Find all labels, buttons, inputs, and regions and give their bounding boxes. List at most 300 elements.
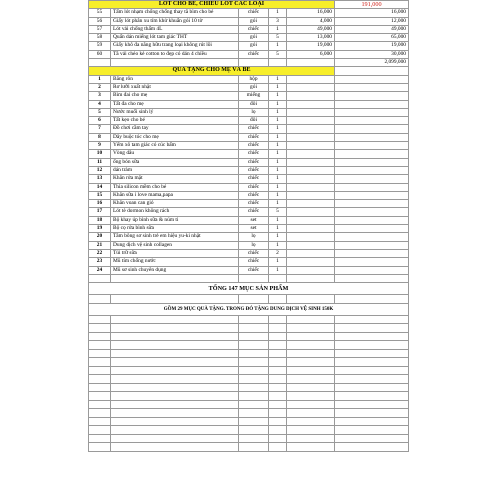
empty-cell[interactable] bbox=[269, 392, 287, 401]
empty-cell[interactable] bbox=[335, 183, 409, 191]
unit[interactable]: chiếc bbox=[239, 150, 269, 158]
row-number[interactable]: 10 bbox=[89, 150, 111, 158]
amount[interactable]: 30,000 bbox=[335, 50, 409, 58]
empty-cell[interactable] bbox=[287, 150, 335, 158]
empty-cell[interactable] bbox=[287, 383, 335, 392]
quantity[interactable]: 1 bbox=[269, 25, 287, 33]
empty-cell[interactable] bbox=[89, 417, 111, 426]
empty-cell[interactable] bbox=[335, 150, 409, 158]
empty-cell[interactable] bbox=[335, 383, 409, 392]
empty-cell[interactable] bbox=[335, 409, 409, 418]
quantity[interactable]: 1 bbox=[269, 200, 287, 208]
empty-cell[interactable] bbox=[89, 59, 111, 67]
empty-cell[interactable] bbox=[335, 324, 409, 333]
empty-cell[interactable] bbox=[111, 59, 239, 67]
empty-cell[interactable] bbox=[89, 358, 111, 367]
empty-cell[interactable] bbox=[287, 142, 335, 150]
empty-cell[interactable] bbox=[335, 191, 409, 199]
row-number[interactable]: 17 bbox=[89, 208, 111, 216]
unit[interactable]: gói bbox=[239, 42, 269, 50]
empty-cell[interactable] bbox=[335, 83, 409, 91]
gift-name[interactable]: Tăm bông sơ sinh trẻ em hiệu yu-ki nhật bbox=[111, 233, 239, 241]
row-number[interactable]: 16 bbox=[89, 200, 111, 208]
empty-cell[interactable] bbox=[111, 366, 239, 375]
unit[interactable]: chiếc bbox=[239, 133, 269, 141]
quantity[interactable]: 5 bbox=[269, 208, 287, 216]
empty-cell[interactable] bbox=[269, 383, 287, 392]
row-number[interactable]: 9 bbox=[89, 142, 111, 150]
row-number[interactable]: 4 bbox=[89, 100, 111, 108]
row-number[interactable]: 15 bbox=[89, 191, 111, 199]
empty-cell[interactable] bbox=[287, 375, 335, 384]
empty-cell[interactable] bbox=[335, 208, 409, 216]
gift-name[interactable]: Khăn voan can gió bbox=[111, 200, 239, 208]
unit[interactable]: chiếc bbox=[239, 9, 269, 17]
empty-cell[interactable] bbox=[287, 59, 335, 67]
empty-cell[interactable] bbox=[111, 443, 239, 452]
empty-cell[interactable] bbox=[111, 383, 239, 392]
gift-name[interactable]: Bìm đai cho mẹ bbox=[111, 92, 239, 100]
row-number[interactable]: 55 bbox=[89, 9, 111, 17]
section2-title[interactable]: QUÀ TẶNG CHO MẸ VÀ BÉ bbox=[89, 67, 335, 75]
gift-name[interactable]: Dung dịch vệ sinh collagen bbox=[111, 241, 239, 249]
gift-name[interactable]: Khăn rửa mặt bbox=[111, 175, 239, 183]
quantity[interactable]: 1 bbox=[269, 266, 287, 274]
empty-cell[interactable] bbox=[287, 133, 335, 141]
empty-cell[interactable] bbox=[239, 332, 269, 341]
unit-price[interactable]: 19,000 bbox=[287, 42, 335, 50]
empty-cell[interactable] bbox=[111, 409, 239, 418]
summary-note[interactable]: GỒM 29 MỤC QUÀ TẶNG. TRONG ĐÓ TẶNG DUNG DỊCH VỆ SINH 150K bbox=[89, 303, 409, 315]
gift-name[interactable]: Bộ khay úp bình sữa & núm ti bbox=[111, 216, 239, 224]
empty-cell[interactable] bbox=[89, 383, 111, 392]
empty-cell[interactable] bbox=[287, 434, 335, 443]
row-number[interactable]: 56 bbox=[89, 17, 111, 25]
empty-cell[interactable] bbox=[335, 375, 409, 384]
unit[interactable]: hộp bbox=[239, 75, 269, 83]
row-number[interactable]: 23 bbox=[89, 258, 111, 266]
quantity[interactable]: 1 bbox=[269, 158, 287, 166]
empty-cell[interactable] bbox=[269, 375, 287, 384]
empty-cell[interactable] bbox=[335, 315, 409, 324]
amount[interactable]: 12,000 bbox=[335, 17, 409, 25]
row-number[interactable]: 24 bbox=[89, 266, 111, 274]
section1-total[interactable]: 191,000 bbox=[335, 1, 409, 9]
unit[interactable]: chiếc bbox=[239, 50, 269, 58]
row-number[interactable]: 3 bbox=[89, 92, 111, 100]
empty-cell[interactable] bbox=[269, 59, 287, 67]
empty-cell[interactable] bbox=[335, 400, 409, 409]
empty-cell[interactable] bbox=[89, 409, 111, 418]
empty-cell[interactable] bbox=[287, 191, 335, 199]
empty-cell[interactable] bbox=[335, 241, 409, 249]
gift-name[interactable]: Tất kẹo cho bé bbox=[111, 117, 239, 125]
empty-cell[interactable] bbox=[287, 366, 335, 375]
empty-cell[interactable] bbox=[269, 315, 287, 324]
empty-cell[interactable] bbox=[335, 266, 409, 274]
empty-cell[interactable] bbox=[335, 366, 409, 375]
row-number[interactable]: 60 bbox=[89, 50, 111, 58]
empty-cell[interactable] bbox=[89, 274, 111, 283]
unit[interactable]: chiếc bbox=[239, 208, 269, 216]
empty-cell[interactable] bbox=[111, 295, 239, 304]
quantity[interactable]: 5 bbox=[269, 34, 287, 42]
product-name[interactable]: Lót vải chống thấm 4L bbox=[111, 25, 239, 33]
gift-name[interactable]: Rơ lưỡi xuất nhật bbox=[111, 83, 239, 91]
empty-cell[interactable] bbox=[287, 225, 335, 233]
row-number[interactable]: 14 bbox=[89, 183, 111, 191]
unit[interactable]: set bbox=[239, 225, 269, 233]
empty-cell[interactable] bbox=[269, 332, 287, 341]
quantity[interactable]: 1 bbox=[269, 83, 287, 91]
row-number[interactable]: 21 bbox=[89, 241, 111, 249]
empty-cell[interactable] bbox=[239, 295, 269, 304]
unit-price[interactable]: 13,000 bbox=[287, 34, 335, 42]
empty-cell[interactable] bbox=[269, 358, 287, 367]
gift-name[interactable]: Khăn sữa i love mama,papa bbox=[111, 191, 239, 199]
empty-cell[interactable] bbox=[269, 426, 287, 435]
empty-cell[interactable] bbox=[335, 216, 409, 224]
empty-cell[interactable] bbox=[287, 200, 335, 208]
row-number[interactable]: 57 bbox=[89, 25, 111, 33]
empty-cell[interactable] bbox=[239, 366, 269, 375]
empty-cell[interactable] bbox=[287, 100, 335, 108]
empty-cell[interactable] bbox=[335, 233, 409, 241]
empty-cell[interactable] bbox=[89, 434, 111, 443]
empty-cell[interactable] bbox=[287, 216, 335, 224]
quantity[interactable]: 1 bbox=[269, 108, 287, 116]
empty-cell[interactable] bbox=[335, 392, 409, 401]
empty-cell[interactable] bbox=[287, 166, 335, 174]
empty-cell[interactable] bbox=[239, 358, 269, 367]
empty-cell[interactable] bbox=[269, 366, 287, 375]
empty-cell[interactable] bbox=[239, 392, 269, 401]
empty-cell[interactable] bbox=[239, 426, 269, 435]
empty-cell[interactable] bbox=[287, 392, 335, 401]
empty-cell[interactable] bbox=[239, 443, 269, 452]
product-name[interactable]: Giấy khô đa năng hữu trang loại không rút lõi bbox=[111, 42, 239, 50]
empty-cell[interactable] bbox=[335, 175, 409, 183]
row-number[interactable]: 11 bbox=[89, 158, 111, 166]
empty-cell[interactable] bbox=[269, 434, 287, 443]
empty-cell[interactable] bbox=[89, 366, 111, 375]
empty-cell[interactable] bbox=[287, 295, 335, 304]
empty-cell[interactable] bbox=[89, 392, 111, 401]
empty-cell[interactable] bbox=[269, 295, 287, 304]
row-number[interactable]: 6 bbox=[89, 117, 111, 125]
empty-cell[interactable] bbox=[89, 332, 111, 341]
empty-cell[interactable] bbox=[287, 266, 335, 274]
empty-cell[interactable] bbox=[287, 358, 335, 367]
empty-cell[interactable] bbox=[335, 225, 409, 233]
row-number[interactable]: 19 bbox=[89, 225, 111, 233]
unit[interactable]: chiếc bbox=[239, 258, 269, 266]
empty-cell[interactable] bbox=[89, 443, 111, 452]
empty-cell[interactable] bbox=[335, 249, 409, 257]
empty-cell[interactable] bbox=[335, 166, 409, 174]
empty-cell[interactable] bbox=[89, 349, 111, 358]
amount[interactable]: 16,000 bbox=[335, 9, 409, 17]
product-name[interactable]: Tấm lót nhạm chống chống thay tã bìm cho bé bbox=[111, 9, 239, 17]
quantity[interactable]: 1 bbox=[269, 216, 287, 224]
unit[interactable]: chiếc bbox=[239, 166, 269, 174]
empty-cell[interactable] bbox=[287, 332, 335, 341]
empty-cell[interactable] bbox=[111, 315, 239, 324]
product-name[interactable]: Tã vải chéo kẻ cotton to đẹp có dán 4 chiều bbox=[111, 50, 239, 58]
gift-name[interactable]: Dây buộc tóc cho mẹ bbox=[111, 133, 239, 141]
unit[interactable]: set bbox=[239, 216, 269, 224]
empty-cell[interactable] bbox=[335, 332, 409, 341]
empty-cell[interactable] bbox=[89, 295, 111, 304]
empty-cell[interactable] bbox=[89, 324, 111, 333]
gift-name[interactable]: Túi trữ sữa bbox=[111, 249, 239, 257]
empty-cell[interactable] bbox=[335, 142, 409, 150]
unit[interactable]: miếng bbox=[239, 92, 269, 100]
gift-name[interactable]: Đồ chơi cầm tay bbox=[111, 125, 239, 133]
gift-name[interactable]: Tất đa cho mẹ bbox=[111, 100, 239, 108]
unit[interactable]: lọ bbox=[239, 241, 269, 249]
quantity[interactable]: 1 bbox=[269, 9, 287, 17]
empty-cell[interactable] bbox=[335, 67, 409, 75]
gift-name[interactable]: ống bón sữa bbox=[111, 158, 239, 166]
row-number[interactable]: 12 bbox=[89, 166, 111, 174]
empty-cell[interactable] bbox=[269, 324, 287, 333]
empty-cell[interactable] bbox=[111, 341, 239, 350]
quantity[interactable]: 1 bbox=[269, 233, 287, 241]
empty-cell[interactable] bbox=[335, 100, 409, 108]
unit[interactable]: chiếc bbox=[239, 175, 269, 183]
empty-cell[interactable] bbox=[287, 274, 335, 283]
unit[interactable]: gói bbox=[239, 17, 269, 25]
empty-cell[interactable] bbox=[287, 400, 335, 409]
empty-cell[interactable] bbox=[335, 117, 409, 125]
empty-cell[interactable] bbox=[335, 443, 409, 452]
unit[interactable]: gói bbox=[239, 83, 269, 91]
empty-cell[interactable] bbox=[239, 417, 269, 426]
empty-cell[interactable] bbox=[335, 258, 409, 266]
empty-cell[interactable] bbox=[287, 315, 335, 324]
empty-cell[interactable] bbox=[335, 158, 409, 166]
quantity[interactable]: 1 bbox=[269, 175, 287, 183]
unit[interactable]: lọ bbox=[239, 233, 269, 241]
quantity[interactable]: 1 bbox=[269, 191, 287, 199]
quantity[interactable]: 5 bbox=[269, 50, 287, 58]
quantity[interactable]: 1 bbox=[269, 92, 287, 100]
row-number[interactable]: 7 bbox=[89, 125, 111, 133]
gift-name[interactable]: dán tràm bbox=[111, 166, 239, 174]
empty-cell[interactable] bbox=[269, 409, 287, 418]
unit[interactable]: lọ bbox=[239, 108, 269, 116]
quantity[interactable]: 1 bbox=[269, 241, 287, 249]
empty-cell[interactable] bbox=[335, 349, 409, 358]
empty-cell[interactable] bbox=[335, 125, 409, 133]
empty-cell[interactable] bbox=[89, 426, 111, 435]
empty-cell[interactable] bbox=[239, 434, 269, 443]
product-name[interactable]: Giấy lót phân xu tím khử khuẩn gói 10 tờ bbox=[111, 17, 239, 25]
unit[interactable]: chiếc bbox=[239, 191, 269, 199]
quantity[interactable]: 1 bbox=[269, 125, 287, 133]
quantity[interactable]: 1 bbox=[269, 225, 287, 233]
unit[interactable]: chiếc bbox=[239, 183, 269, 191]
empty-cell[interactable] bbox=[287, 117, 335, 125]
empty-cell[interactable] bbox=[335, 200, 409, 208]
empty-cell[interactable] bbox=[287, 249, 335, 257]
quantity[interactable]: 1 bbox=[269, 142, 287, 150]
empty-cell[interactable] bbox=[111, 434, 239, 443]
row-number[interactable]: 5 bbox=[89, 108, 111, 116]
empty-cell[interactable] bbox=[269, 400, 287, 409]
empty-cell[interactable] bbox=[287, 158, 335, 166]
empty-cell[interactable] bbox=[287, 426, 335, 435]
empty-cell[interactable] bbox=[287, 233, 335, 241]
empty-cell[interactable] bbox=[335, 341, 409, 350]
empty-cell[interactable] bbox=[335, 426, 409, 435]
empty-cell[interactable] bbox=[89, 341, 111, 350]
quantity[interactable]: 1 bbox=[269, 183, 287, 191]
empty-cell[interactable] bbox=[287, 417, 335, 426]
empty-cell[interactable] bbox=[111, 332, 239, 341]
empty-cell[interactable] bbox=[111, 392, 239, 401]
empty-cell[interactable] bbox=[269, 417, 287, 426]
empty-cell[interactable] bbox=[287, 125, 335, 133]
empty-cell[interactable] bbox=[89, 375, 111, 384]
empty-cell[interactable] bbox=[239, 400, 269, 409]
gift-name[interactable]: Mũ sơ sinh chuyên dụng bbox=[111, 266, 239, 274]
empty-cell[interactable] bbox=[111, 400, 239, 409]
empty-cell[interactable] bbox=[287, 83, 335, 91]
row-number[interactable]: 13 bbox=[89, 175, 111, 183]
section1-title[interactable]: LÓT CHO BÉ, CHIẾU LÓT CÁC LOẠI bbox=[89, 1, 335, 9]
unit[interactable]: chiếc bbox=[239, 158, 269, 166]
unit[interactable]: chiếc bbox=[239, 125, 269, 133]
unit[interactable]: đôi bbox=[239, 100, 269, 108]
empty-cell[interactable] bbox=[335, 75, 409, 83]
unit[interactable]: chiếc bbox=[239, 25, 269, 33]
gift-name[interactable]: Lót tè dormon không rách bbox=[111, 208, 239, 216]
quantity[interactable]: 1 bbox=[269, 75, 287, 83]
quantity[interactable]: 2 bbox=[269, 249, 287, 257]
empty-cell[interactable] bbox=[269, 274, 287, 283]
unit[interactable]: đôi bbox=[239, 117, 269, 125]
gift-name[interactable]: Yếm xô tam giác có cúc bấm bbox=[111, 142, 239, 150]
gift-name[interactable]: Bộ cọ rửa bình sữa bbox=[111, 225, 239, 233]
empty-cell[interactable] bbox=[287, 349, 335, 358]
amount[interactable]: 65,000 bbox=[335, 34, 409, 42]
gift-name[interactable]: Thìa silicon mềm cho bé bbox=[111, 183, 239, 191]
empty-cell[interactable] bbox=[239, 383, 269, 392]
quantity[interactable]: 1 bbox=[269, 100, 287, 108]
empty-cell[interactable] bbox=[89, 315, 111, 324]
quantity[interactable]: 1 bbox=[269, 42, 287, 50]
empty-cell[interactable] bbox=[287, 258, 335, 266]
empty-cell[interactable] bbox=[239, 315, 269, 324]
quantity[interactable]: 3 bbox=[269, 17, 287, 25]
empty-cell[interactable] bbox=[111, 358, 239, 367]
empty-cell[interactable] bbox=[287, 241, 335, 249]
empty-cell[interactable] bbox=[335, 295, 409, 304]
empty-cell[interactable] bbox=[239, 341, 269, 350]
empty-cell[interactable] bbox=[287, 443, 335, 452]
empty-cell[interactable] bbox=[269, 443, 287, 452]
empty-cell[interactable] bbox=[287, 208, 335, 216]
empty-cell[interactable] bbox=[335, 274, 409, 283]
empty-cell[interactable] bbox=[335, 434, 409, 443]
empty-cell[interactable] bbox=[335, 108, 409, 116]
product-name[interactable]: Quấn dán miếng lót tam giác THT bbox=[111, 34, 239, 42]
unit-price[interactable]: 6,000 bbox=[287, 50, 335, 58]
row-number[interactable]: 1 bbox=[89, 75, 111, 83]
unit[interactable]: chiếc bbox=[239, 200, 269, 208]
quantity[interactable]: 1 bbox=[269, 166, 287, 174]
unit-price[interactable]: 4,000 bbox=[287, 17, 335, 25]
unit-price[interactable]: 16,000 bbox=[287, 9, 335, 17]
empty-cell[interactable] bbox=[239, 59, 269, 67]
empty-cell[interactable] bbox=[239, 324, 269, 333]
summary-total-label[interactable]: TỔNG 147 MỤC SẢN PHẨM bbox=[89, 283, 409, 295]
empty-cell[interactable] bbox=[335, 417, 409, 426]
empty-cell[interactable] bbox=[111, 324, 239, 333]
empty-cell[interactable] bbox=[269, 349, 287, 358]
empty-cell[interactable] bbox=[287, 183, 335, 191]
row-number[interactable]: 58 bbox=[89, 34, 111, 42]
empty-cell[interactable] bbox=[287, 175, 335, 183]
empty-cell[interactable] bbox=[287, 92, 335, 100]
gift-name[interactable]: Băng rôn bbox=[111, 75, 239, 83]
unit[interactable]: chiếc bbox=[239, 142, 269, 150]
empty-cell[interactable] bbox=[111, 417, 239, 426]
empty-cell[interactable] bbox=[239, 409, 269, 418]
row-number[interactable]: 59 bbox=[89, 42, 111, 50]
unit[interactable]: gói bbox=[239, 34, 269, 42]
row-number[interactable]: 2 bbox=[89, 83, 111, 91]
gift-name[interactable]: Nước muối sinh lý bbox=[111, 108, 239, 116]
empty-cell[interactable] bbox=[89, 400, 111, 409]
empty-cell[interactable] bbox=[287, 108, 335, 116]
empty-cell[interactable] bbox=[335, 358, 409, 367]
empty-cell[interactable] bbox=[111, 426, 239, 435]
gift-name[interactable]: Mũ tím chống nước bbox=[111, 258, 239, 266]
empty-cell[interactable] bbox=[287, 409, 335, 418]
empty-cell[interactable] bbox=[111, 274, 239, 283]
gift-name[interactable]: Vòng dâu bbox=[111, 150, 239, 158]
empty-cell[interactable] bbox=[287, 324, 335, 333]
unit[interactable]: chiếc bbox=[239, 249, 269, 257]
empty-cell[interactable] bbox=[269, 341, 287, 350]
amount[interactable]: 19,000 bbox=[335, 42, 409, 50]
quantity[interactable]: 1 bbox=[269, 150, 287, 158]
empty-cell[interactable] bbox=[335, 133, 409, 141]
empty-cell[interactable] bbox=[111, 375, 239, 384]
unit[interactable]: chiếc bbox=[239, 266, 269, 274]
row-number[interactable]: 8 bbox=[89, 133, 111, 141]
amount[interactable]: 49,000 bbox=[335, 25, 409, 33]
empty-cell[interactable] bbox=[111, 349, 239, 358]
quantity[interactable]: 1 bbox=[269, 258, 287, 266]
row-number[interactable]: 22 bbox=[89, 249, 111, 257]
row-number[interactable]: 18 bbox=[89, 216, 111, 224]
empty-cell[interactable] bbox=[335, 92, 409, 100]
empty-cell[interactable] bbox=[287, 75, 335, 83]
grand-total[interactable]: 2,099,000 bbox=[335, 59, 409, 67]
unit-price[interactable]: 49,000 bbox=[287, 25, 335, 33]
quantity[interactable]: 1 bbox=[269, 117, 287, 125]
empty-cell[interactable] bbox=[239, 375, 269, 384]
quantity[interactable]: 1 bbox=[269, 133, 287, 141]
row-number[interactable]: 20 bbox=[89, 233, 111, 241]
empty-cell[interactable] bbox=[239, 349, 269, 358]
empty-cell[interactable] bbox=[287, 341, 335, 350]
empty-cell[interactable] bbox=[239, 274, 269, 283]
